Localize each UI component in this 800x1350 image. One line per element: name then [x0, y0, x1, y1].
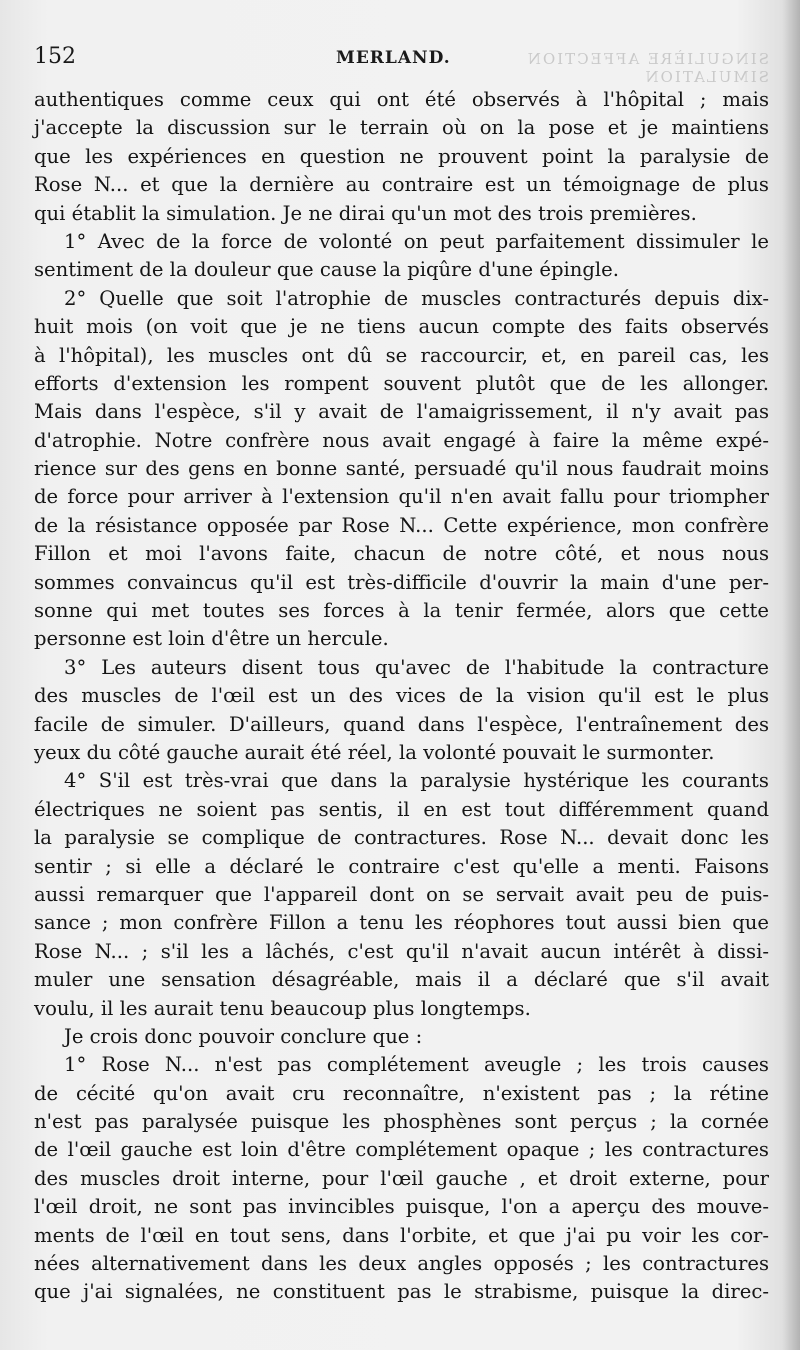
running-head: MERLAND. — [336, 48, 451, 68]
text-line: l'œil droit, ne sont pas invincibles puisque, l'on a aperçu des mouve- — [34, 1195, 769, 1219]
paragraph — [34, 1023, 769, 1051]
text-line: Rose N... ; s'il les a lâchés, c'est qu'il n'avait aucun intérêt à dissi- — [34, 939, 769, 963]
text-line: la paralysie se complique de contractures. Rose N... devait donc les — [34, 826, 769, 850]
text-line: Mais dans l'espèce, s'il y avait de l'amaigrissement, il n'y avait pas — [34, 400, 769, 424]
text-line: que j'ai signalées, ne constituent pas le strabisme, puisque la direc- — [34, 1280, 769, 1304]
text-line: muler une sensation désagréable, mais il a déclaré que s'il avait — [34, 968, 769, 992]
paragraph — [34, 767, 769, 1023]
text-line: sonne qui met toutes ses forces à la tenir fermée, alors que cette — [34, 599, 769, 623]
text-line: 4° S'il est très-vrai que dans la paralysie hystérique les courants — [64, 769, 769, 793]
text-line: sommes convaincus qu'il est très-difficile d'ouvrir la main d'une per- — [34, 570, 769, 594]
text-line: facile de simuler. D'ailleurs, quand dans l'espèce, l'entraînement des — [34, 712, 769, 736]
page-edge-shadow — [782, 0, 800, 1350]
text-line: aussi remarquer que l'appareil dont on se servait avait peu de puis- — [34, 882, 769, 906]
paragraph — [34, 1051, 769, 1307]
paragraph — [34, 654, 769, 768]
paragraph — [34, 86, 769, 228]
text-line: à l'hôpital), les muscles ont dû se raccourcir, et, en pareil cas, les — [34, 343, 769, 367]
text-line: 1° Avec de la force de volonté on peut parfaitement dissimuler le — [64, 229, 769, 253]
text-line: rience sur des gens en bonne santé, persuadé qu'il nous faudrait moins — [34, 457, 769, 481]
text-line: 1° Rose N... n'est pas complétement aveugle ; les trois causes — [64, 1053, 769, 1077]
text-line: sentiment de la douleur que cause la piqûre d'une épingle. — [34, 258, 620, 282]
text-line: ments de l'œil en tout sens, dans l'orbite, et que j'ai pu voir les cor- — [34, 1223, 769, 1247]
text-line: de la résistance opposée par Rose N... Cette expérience, mon confrère — [34, 513, 769, 537]
text-line: nées alternativement dans les deux angles opposés ; les contractures — [34, 1252, 769, 1276]
text-line: qui établit la simulation. Je ne dirai qu'un mot des trois premières. — [34, 201, 697, 225]
body-text — [34, 86, 769, 1307]
text-line: sance ; mon confrère Fillon a tenu les réophores tout aussi bien que — [34, 911, 769, 935]
text-line: d'atrophie. Notre confrère nous avait engagé à faire la même expé- — [34, 428, 769, 452]
text-line: j'accepte la discussion sur le terrain où on la pose et je maintiens — [34, 116, 769, 140]
text-line: électriques ne soient pas sentis, il en est tout différemment quand — [34, 797, 769, 821]
text-line: sentir ; si elle a déclaré le contraire c'est qu'elle a menti. Faisons — [34, 854, 769, 878]
text-line: 2° Quelle que soit l'atrophie de muscles contracturés depuis dix- — [64, 286, 769, 310]
text-line: n'est pas paralysée puisque les phosphènes sont perçus ; la cornée — [34, 1110, 769, 1134]
text-line: que les expériences en question ne prouvent point la paralysie de — [34, 144, 769, 168]
text-line: des muscles de l'œil est un des vices de la vision qu'il est le plus — [34, 684, 769, 708]
paragraph — [34, 285, 769, 654]
text-line: Fillon et moi l'avons faite, chacun de notre côté, et nous nous — [34, 542, 769, 566]
page-header — [34, 44, 769, 86]
text-line: yeux du côté gauche aurait été réel, la volonté pouvait le surmonter. — [34, 740, 715, 764]
bleed-through-text: SINGULIÈRE AFFECTION SIMULATION — [525, 50, 769, 86]
text-line: 3° Les auteurs disent tous qu'avec de l'habitude la contracture — [64, 655, 769, 679]
text-line: personne est loin d'être un hercule. — [34, 627, 389, 651]
text-line: des muscles droit interne, pour l'œil gauche , et droit externe, pour — [34, 1166, 769, 1190]
text-line: de cécité qu'on avait cru reconnaître, n'existent pas ; la rétine — [34, 1081, 769, 1105]
page-number: 152 — [34, 44, 76, 69]
text-line: de l'œil gauche est loin d'être complétement opaque ; les contractures — [34, 1138, 769, 1162]
text-line: efforts d'extension les rompent souvent plutôt que de les allonger. — [34, 371, 769, 395]
paragraph — [34, 228, 769, 285]
text-line: de force pour arriver à l'extension qu'il n'en avait fallu pour triompher — [34, 485, 769, 509]
text-line: Je crois donc pouvoir conclure que : — [64, 1024, 423, 1048]
text-line: authentiques comme ceux qui ont été observés à l'hôpital ; mais — [34, 88, 769, 111]
text-line: huit mois (on voit que je ne tiens aucun compte des faits observés — [34, 315, 769, 339]
text-line: voulu, il les aurait tenu beaucoup plus longtemps. — [34, 996, 531, 1020]
text-line: Rose N... et que la dernière au contraire est un témoignage de plus — [34, 173, 769, 197]
